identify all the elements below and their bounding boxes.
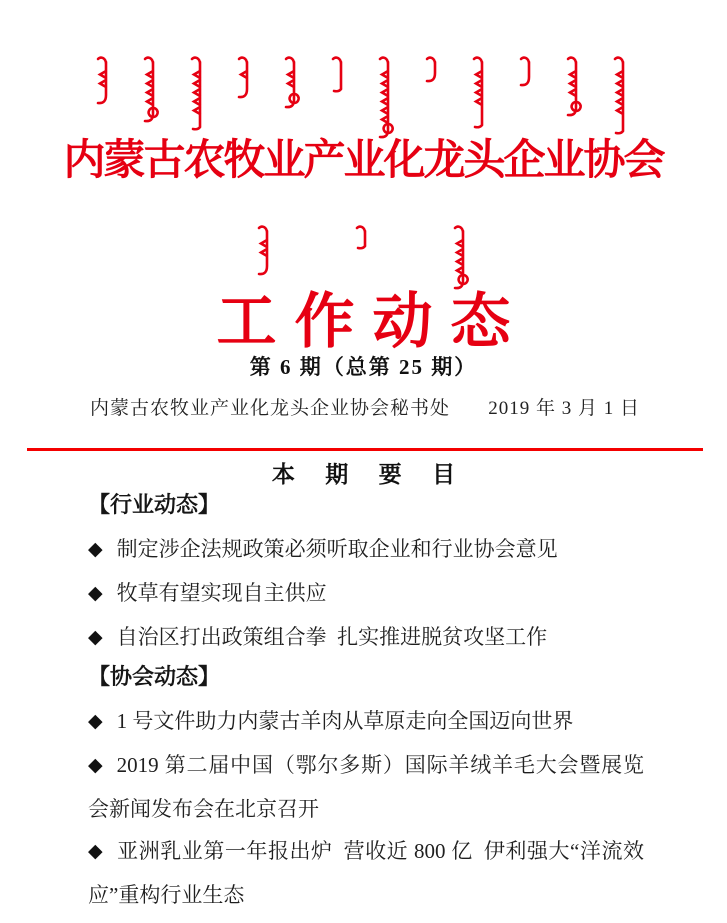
publisher-name: 内蒙古农牧业产业化龙头企业协会秘书处 [90, 398, 451, 419]
section-heading-industry-news: 【行业动态】 [88, 492, 221, 517]
toc-item-text: 亚洲乳业第一年报出炉 营收近 800 亿 伊利强大“洋流效应”重构行业生态 [88, 839, 644, 907]
diamond-bullet-icon: ◆ [88, 755, 103, 776]
diamond-bullet-icon: ◆ [88, 711, 103, 732]
toc-item-text: 牧草有望实现自主供应 [116, 581, 327, 605]
toc-heading: 本 期 要 目 [271, 461, 468, 487]
diamond-bullet-icon: ◆ [88, 627, 103, 648]
toc-item [88, 744, 644, 830]
toc-item [88, 572, 644, 616]
toc-item [88, 700, 644, 744]
toc-item [88, 528, 644, 572]
publisher-row [0, 393, 727, 420]
toc-item-text: 自治区打出政策组合拳 扎实推进脱贫攻坚工作 [116, 625, 548, 649]
association-name-title: 内蒙古农牧业产业化龙头企业协会 [63, 138, 664, 184]
table-of-contents [88, 488, 644, 916]
issue-date: 2019 年 3 月 1 日 [488, 398, 640, 419]
toc-item [88, 616, 644, 660]
toc-item-text: 1 号文件助力内蒙古羊肉从草原走向全国迈向世界 [116, 709, 574, 733]
toc-item-text: 2019 第二届中国（鄂尔多斯）国际羊绒羊毛大会暨展览会新闻发布会在北京召开 [88, 753, 644, 821]
issue-number: 第 6 期（总第 25 期） [249, 355, 478, 379]
diamond-bullet-icon: ◆ [88, 583, 103, 604]
toc-item [88, 830, 644, 916]
diamond-bullet-icon: ◆ [88, 539, 103, 560]
red-divider-line [27, 448, 703, 451]
section-heading-association-news: 【协会动态】 [88, 664, 221, 689]
diamond-bullet-icon: ◆ [88, 841, 103, 862]
toc-item-text: 制定涉企法规政策必须听取企业和行业协会意见 [116, 537, 558, 561]
bulletin-title: 工作动态 [216, 289, 529, 355]
